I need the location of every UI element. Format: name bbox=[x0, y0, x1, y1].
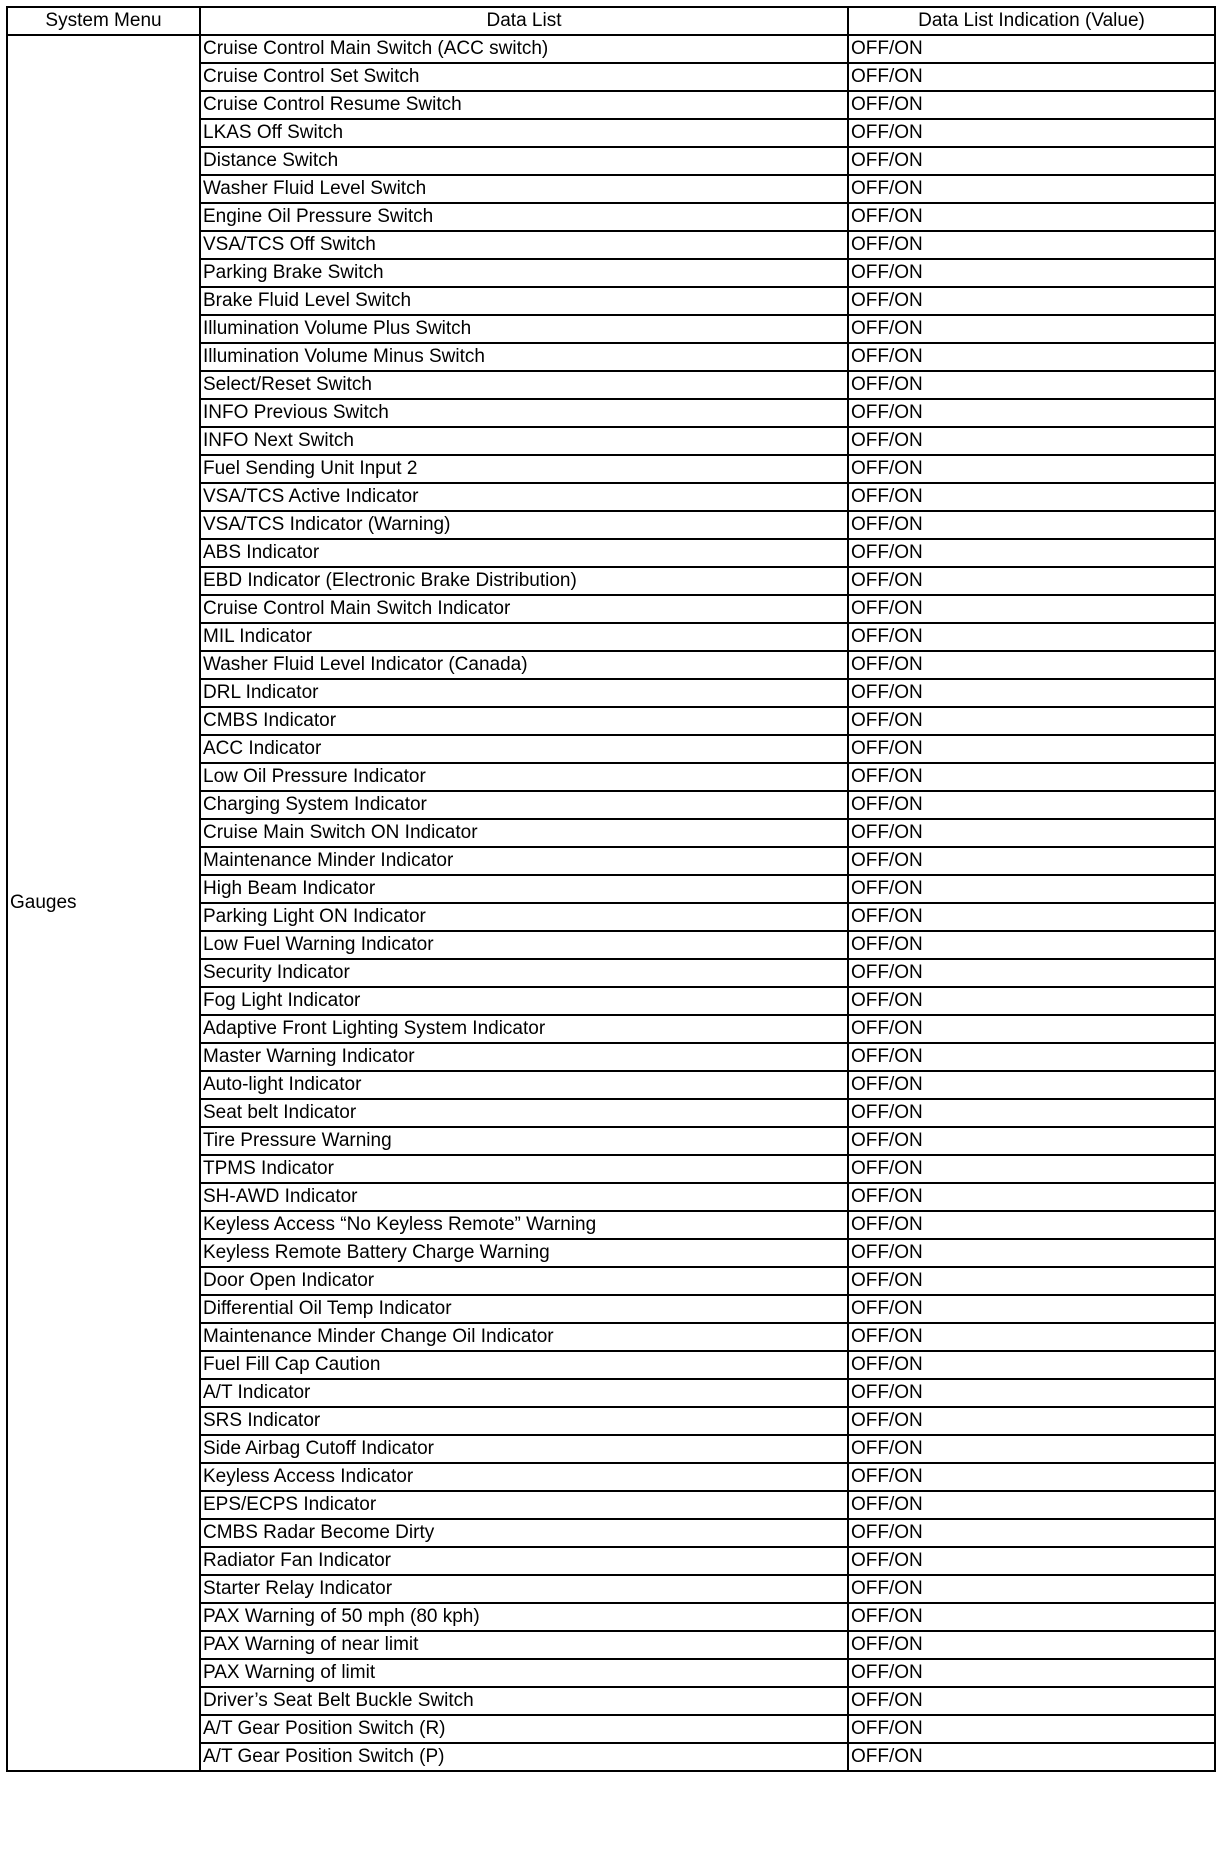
data-list-item: Keyless Access “No Keyless Remote” Warning bbox=[200, 1211, 848, 1239]
data-list-value: OFF/ON bbox=[848, 707, 1215, 735]
data-list-value: OFF/ON bbox=[848, 1407, 1215, 1435]
data-list-value: OFF/ON bbox=[848, 287, 1215, 315]
data-list-value: OFF/ON bbox=[848, 399, 1215, 427]
data-list-item: Keyless Remote Battery Charge Warning bbox=[200, 1239, 848, 1267]
data-list-value: OFF/ON bbox=[848, 371, 1215, 399]
data-list-value: OFF/ON bbox=[848, 343, 1215, 371]
data-list-value: OFF/ON bbox=[848, 1435, 1215, 1463]
data-list-item: Seat belt Indicator bbox=[200, 1099, 848, 1127]
data-list-item: Engine Oil Pressure Switch bbox=[200, 203, 848, 231]
data-list-item: EBD Indicator (Electronic Brake Distribution) bbox=[200, 567, 848, 595]
data-list-value: OFF/ON bbox=[848, 1099, 1215, 1127]
data-list-value: OFF/ON bbox=[848, 1323, 1215, 1351]
header-row bbox=[7, 7, 1215, 35]
data-list-item: A/T Gear Position Switch (R) bbox=[200, 1715, 848, 1743]
data-list-item: Brake Fluid Level Switch bbox=[200, 287, 848, 315]
data-list-item: Door Open Indicator bbox=[200, 1267, 848, 1295]
data-list-item: LKAS Off Switch bbox=[200, 119, 848, 147]
data-list-value: OFF/ON bbox=[848, 623, 1215, 651]
data-list-item: Charging System Indicator bbox=[200, 791, 848, 819]
data-list-value: OFF/ON bbox=[848, 1491, 1215, 1519]
data-list-value: OFF/ON bbox=[848, 791, 1215, 819]
data-list-item: PAX Warning of 50 mph (80 kph) bbox=[200, 1603, 848, 1631]
data-list-item: Adaptive Front Lighting System Indicator bbox=[200, 1015, 848, 1043]
data-list-value: OFF/ON bbox=[848, 1127, 1215, 1155]
data-list-item: Fuel Sending Unit Input 2 bbox=[200, 455, 848, 483]
data-list-value: OFF/ON bbox=[848, 1043, 1215, 1071]
data-list-value: OFF/ON bbox=[848, 1659, 1215, 1687]
data-list-item: VSA/TCS Indicator (Warning) bbox=[200, 511, 848, 539]
data-list-item: Parking Brake Switch bbox=[200, 259, 848, 287]
data-list-table bbox=[6, 6, 1216, 1772]
data-list-item: INFO Previous Switch bbox=[200, 399, 848, 427]
data-list-item: Radiator Fan Indicator bbox=[200, 1547, 848, 1575]
data-list-value: OFF/ON bbox=[848, 203, 1215, 231]
data-list-value: OFF/ON bbox=[848, 35, 1215, 63]
data-list-value: OFF/ON bbox=[848, 1547, 1215, 1575]
data-list-value: OFF/ON bbox=[848, 1239, 1215, 1267]
data-list-item: SRS Indicator bbox=[200, 1407, 848, 1435]
data-list-value: OFF/ON bbox=[848, 735, 1215, 763]
data-list-value: OFF/ON bbox=[848, 147, 1215, 175]
data-list-item: High Beam Indicator bbox=[200, 875, 848, 903]
data-list-item: Select/Reset Switch bbox=[200, 371, 848, 399]
data-list-item: Differential Oil Temp Indicator bbox=[200, 1295, 848, 1323]
data-list-item: MIL Indicator bbox=[200, 623, 848, 651]
data-list-item: Cruise Control Set Switch bbox=[200, 63, 848, 91]
data-list-item: CMBS Indicator bbox=[200, 707, 848, 735]
data-list-item: Side Airbag Cutoff Indicator bbox=[200, 1435, 848, 1463]
data-list-item: EPS/ECPS Indicator bbox=[200, 1491, 848, 1519]
data-list-item: Fuel Fill Cap Caution bbox=[200, 1351, 848, 1379]
data-list-item: Maintenance Minder Change Oil Indicator bbox=[200, 1323, 848, 1351]
data-list-value: OFF/ON bbox=[848, 483, 1215, 511]
data-list-item: ABS Indicator bbox=[200, 539, 848, 567]
data-list-value: OFF/ON bbox=[848, 1631, 1215, 1659]
data-list-item: Cruise Control Main Switch (ACC switch) bbox=[200, 35, 848, 63]
data-list-item: Auto-light Indicator bbox=[200, 1071, 848, 1099]
data-list-item: PAX Warning of limit bbox=[200, 1659, 848, 1687]
header-data-list-indication: Data List Indication (Value) bbox=[848, 7, 1215, 35]
data-list-item: Keyless Access Indicator bbox=[200, 1463, 848, 1491]
data-list-item: Starter Relay Indicator bbox=[200, 1575, 848, 1603]
data-list-value: OFF/ON bbox=[848, 1295, 1215, 1323]
data-list-value: OFF/ON bbox=[848, 931, 1215, 959]
data-list-item: INFO Next Switch bbox=[200, 427, 848, 455]
data-list-value: OFF/ON bbox=[848, 567, 1215, 595]
data-list-value: OFF/ON bbox=[848, 1351, 1215, 1379]
data-list-item: Cruise Main Switch ON Indicator bbox=[200, 819, 848, 847]
data-list-item: CMBS Radar Become Dirty bbox=[200, 1519, 848, 1547]
data-list-value: OFF/ON bbox=[848, 511, 1215, 539]
data-list-item: DRL Indicator bbox=[200, 679, 848, 707]
data-list-item: Washer Fluid Level Switch bbox=[200, 175, 848, 203]
data-list-item: Illumination Volume Minus Switch bbox=[200, 343, 848, 371]
data-list-value: OFF/ON bbox=[848, 1463, 1215, 1491]
data-list-item: Illumination Volume Plus Switch bbox=[200, 315, 848, 343]
data-list-value: OFF/ON bbox=[848, 763, 1215, 791]
data-list-value: OFF/ON bbox=[848, 651, 1215, 679]
data-list-item: Distance Switch bbox=[200, 147, 848, 175]
data-list-value: OFF/ON bbox=[848, 595, 1215, 623]
data-list-item: Washer Fluid Level Indicator (Canada) bbox=[200, 651, 848, 679]
data-list-value: OFF/ON bbox=[848, 427, 1215, 455]
data-list-value: OFF/ON bbox=[848, 1155, 1215, 1183]
data-list-value: OFF/ON bbox=[848, 1071, 1215, 1099]
data-list-item: Low Fuel Warning Indicator bbox=[200, 931, 848, 959]
data-list-value: OFF/ON bbox=[848, 1715, 1215, 1743]
data-list-item: SH-AWD Indicator bbox=[200, 1183, 848, 1211]
data-list-value: OFF/ON bbox=[848, 1015, 1215, 1043]
data-list-value: OFF/ON bbox=[848, 539, 1215, 567]
header-system-menu: System Menu bbox=[7, 7, 200, 35]
data-list-value: OFF/ON bbox=[848, 231, 1215, 259]
data-list-value: OFF/ON bbox=[848, 63, 1215, 91]
data-list-value: OFF/ON bbox=[848, 1211, 1215, 1239]
data-list-item: TPMS Indicator bbox=[200, 1155, 848, 1183]
table-row bbox=[7, 35, 1215, 63]
data-list-item: Parking Light ON Indicator bbox=[200, 903, 848, 931]
data-list-value: OFF/ON bbox=[848, 1603, 1215, 1631]
data-list-item: Security Indicator bbox=[200, 959, 848, 987]
data-list-value: OFF/ON bbox=[848, 903, 1215, 931]
data-list-item: VSA/TCS Off Switch bbox=[200, 231, 848, 259]
system-menu-cell: Gauges bbox=[7, 35, 200, 1771]
data-list-value: OFF/ON bbox=[848, 1519, 1215, 1547]
data-list-value: OFF/ON bbox=[848, 819, 1215, 847]
data-list-value: OFF/ON bbox=[848, 315, 1215, 343]
data-list-value: OFF/ON bbox=[848, 1575, 1215, 1603]
data-list-value: OFF/ON bbox=[848, 875, 1215, 903]
data-list-item: Maintenance Minder Indicator bbox=[200, 847, 848, 875]
data-list-item: Fog Light Indicator bbox=[200, 987, 848, 1015]
data-list-value: OFF/ON bbox=[848, 679, 1215, 707]
data-list-value: OFF/ON bbox=[848, 1687, 1215, 1715]
data-list-value: OFF/ON bbox=[848, 987, 1215, 1015]
data-list-value: OFF/ON bbox=[848, 1267, 1215, 1295]
data-list-value: OFF/ON bbox=[848, 1379, 1215, 1407]
data-list-value: OFF/ON bbox=[848, 1183, 1215, 1211]
data-list-item: Master Warning Indicator bbox=[200, 1043, 848, 1071]
data-list-item: Cruise Control Main Switch Indicator bbox=[200, 595, 848, 623]
data-list-item: Tire Pressure Warning bbox=[200, 1127, 848, 1155]
data-list-item: A/T Gear Position Switch (P) bbox=[200, 1743, 848, 1771]
data-list-value: OFF/ON bbox=[848, 959, 1215, 987]
data-list-item: Cruise Control Resume Switch bbox=[200, 91, 848, 119]
data-list-item: PAX Warning of near limit bbox=[200, 1631, 848, 1659]
data-list-item: Low Oil Pressure Indicator bbox=[200, 763, 848, 791]
data-list-item: A/T Indicator bbox=[200, 1379, 848, 1407]
data-list-item: ACC Indicator bbox=[200, 735, 848, 763]
table-body bbox=[7, 35, 1215, 1771]
data-list-value: OFF/ON bbox=[848, 119, 1215, 147]
data-list-item: Driver’s Seat Belt Buckle Switch bbox=[200, 1687, 848, 1715]
data-list-value: OFF/ON bbox=[848, 259, 1215, 287]
data-list-value: OFF/ON bbox=[848, 1743, 1215, 1771]
data-list-value: OFF/ON bbox=[848, 91, 1215, 119]
data-list-value: OFF/ON bbox=[848, 175, 1215, 203]
data-list-value: OFF/ON bbox=[848, 847, 1215, 875]
data-list-value: OFF/ON bbox=[848, 455, 1215, 483]
header-data-list: Data List bbox=[200, 7, 848, 35]
data-list-item: VSA/TCS Active Indicator bbox=[200, 483, 848, 511]
